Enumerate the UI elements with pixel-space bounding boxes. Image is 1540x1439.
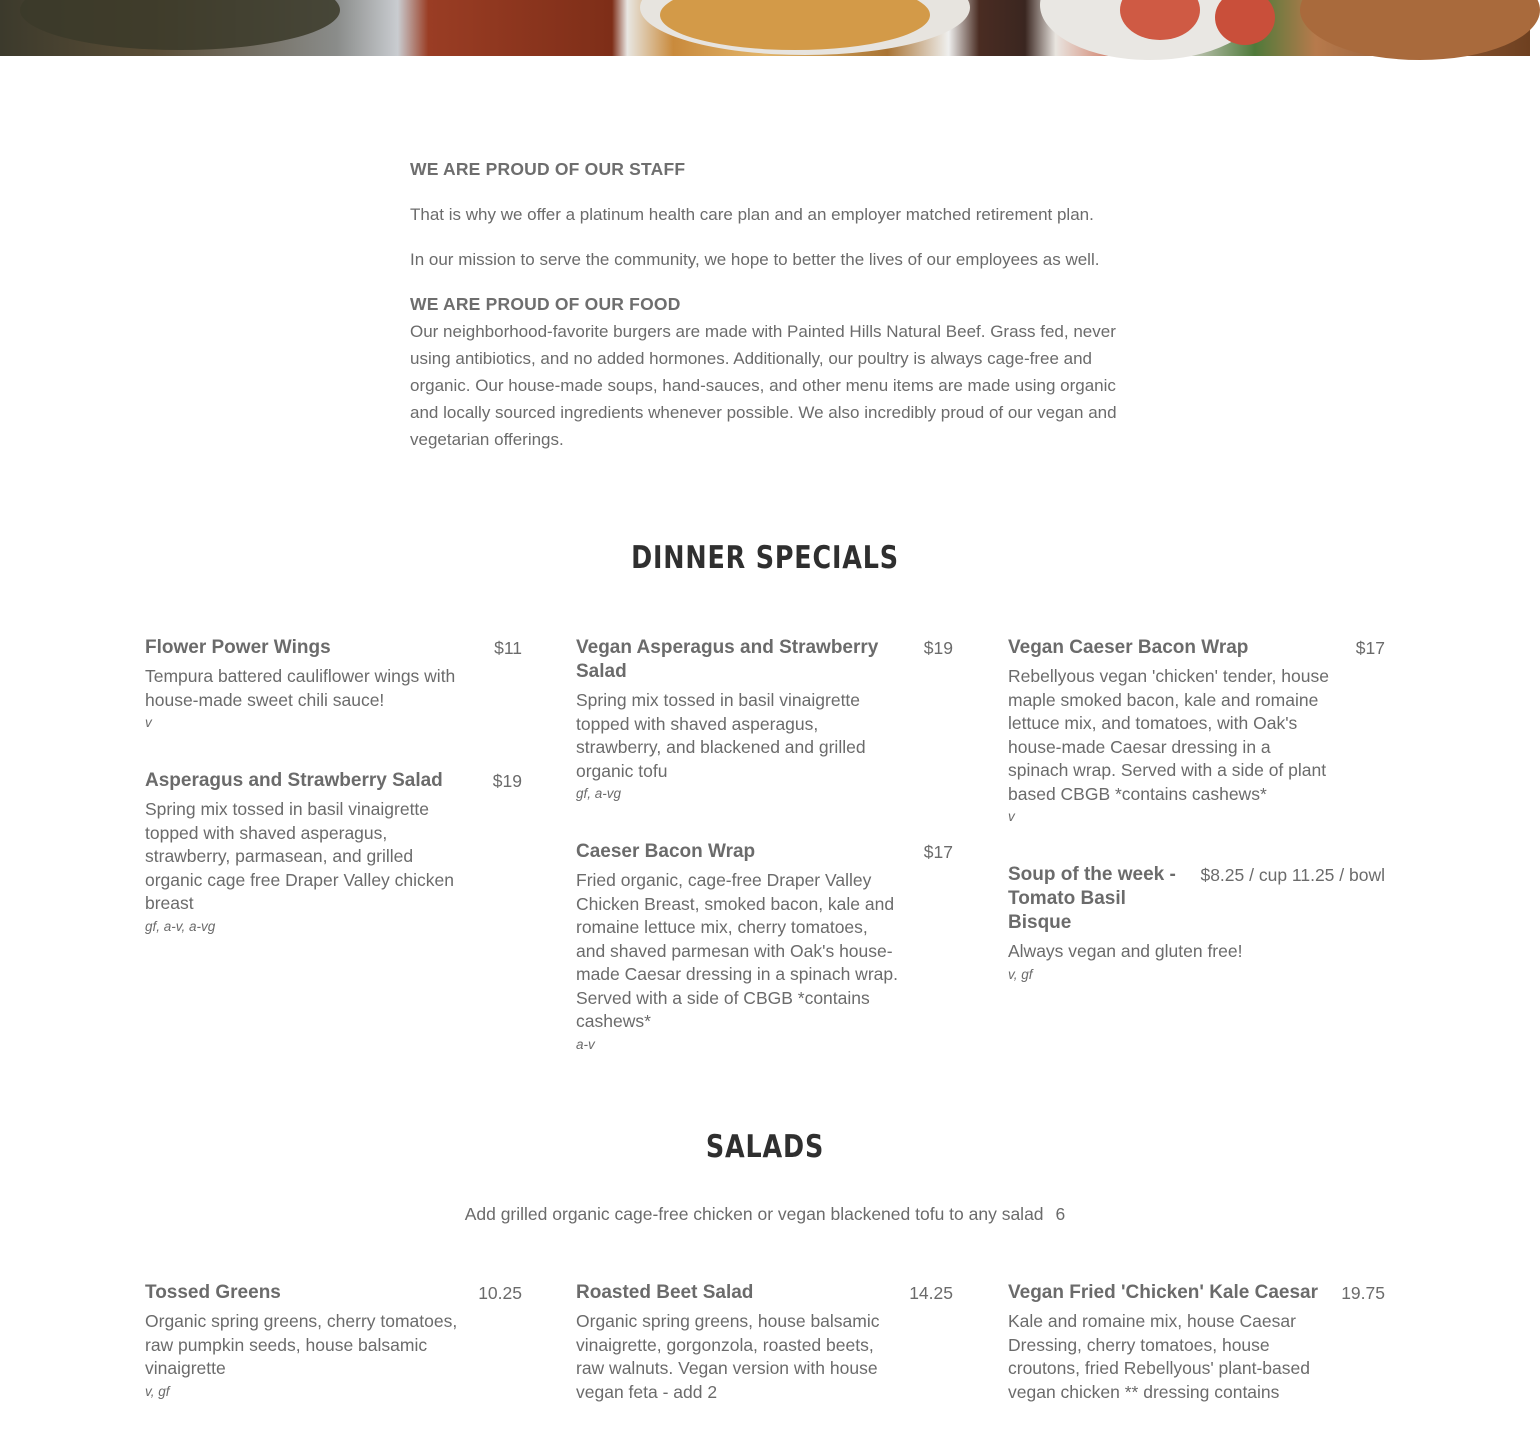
- item-name: Vegan Asperagus and Strawberry Salad: [576, 637, 879, 682]
- addon-text: Add grilled organic cage-free chicken or vegan blackened tofu to any salad: [464, 1204, 1044, 1224]
- salads-title: SALADS: [705, 1129, 825, 1165]
- item-diet-tags: v: [145, 715, 152, 730]
- item-description: Spring mix tossed in basil vinaigrette topped with shaved asperagus, strawberry, parmasean, and grilled organic cage free Draper Valley chicken breast: [145, 799, 455, 913]
- item-name: Asperagus and Strawberry Salad: [145, 770, 443, 791]
- item-description: Rebellyous vegan 'chicken' tender, house maple smoked bacon, kale and romaine lettuce mix, and tomatoes, with Oak's house-made Caesar dressing in a spinach wrap. Served with a side of plant based CBGB *contains cashews*: [1008, 666, 1329, 804]
- item-name: Flower Power Wings: [145, 637, 331, 658]
- item-price: $17: [1355, 638, 1385, 658]
- item-price: $8.25 / cup 11.25 / bowl: [1200, 865, 1385, 885]
- menu-item: [145, 636, 522, 734]
- item-diet-tags: v: [1008, 809, 1015, 824]
- about-section: [410, 156, 1122, 471]
- item-price: 14.25: [909, 1283, 953, 1303]
- item-description: Tempura battered cauliflower wings with house-made sweet chili sauce!: [145, 666, 456, 710]
- menu-item: [1008, 636, 1385, 828]
- addon-price: 6: [1055, 1204, 1066, 1224]
- item-description: Always vegan and gluten free!: [1008, 941, 1243, 961]
- dinner-specials-column-2: [576, 636, 953, 1091]
- item-name: Vegan Caeser Bacon Wrap: [1008, 637, 1249, 658]
- item-description: Spring mix tossed in basil vinaigrette topped with shaved asperagus, strawberry, and blackened and grilled organic tofu: [576, 690, 866, 781]
- item-diet-tags: gf, a-vg: [576, 786, 622, 801]
- menu-item: [576, 1281, 953, 1404]
- food-heading: WE ARE PROUD OF OUR FOOD: [410, 294, 681, 314]
- item-price: $11: [494, 638, 522, 658]
- item-name: Tossed Greens: [145, 1282, 281, 1303]
- food-paragraph: Our neighborhood-favorite burgers are made with Painted Hills Natural Beef. Grass fed, never using antibiotics, and no added hormones. Additionally, our poultry is always cage-free and organic. Our house-made soups, hand-sauces, and other menu items are made using organic and locally sourced ingredients whenever possible. We also incredibly proud of our vegan and vegetarian offerings.: [410, 322, 1117, 449]
- item-diet-tags: a-v: [576, 1036, 595, 1052]
- item-description: Organic spring greens, house balsamic vinaigrette, gorgonzola, roasted beets, raw walnuts. Vegan version with house vegan feta - add 2: [576, 1311, 880, 1402]
- item-name: Soup of the week - Tomato Basil Bisque: [1008, 864, 1176, 933]
- salad-addon-note: [0, 1204, 1530, 1225]
- salads-column-2: [576, 1281, 953, 1439]
- menu-item: [576, 840, 953, 1056]
- item-diet-tags: v, gf: [145, 1383, 170, 1399]
- item-name: Vegan Fried 'Chicken' Kale Caesar: [1008, 1282, 1319, 1303]
- item-name: Roasted Beet Salad: [576, 1282, 754, 1303]
- hero-food-photo: [0, 0, 1530, 56]
- menu-item: [1008, 863, 1385, 986]
- item-name: Caeser Bacon Wrap: [576, 841, 756, 862]
- item-description: Organic spring greens, cherry tomatoes, raw pumpkin seeds, house balsamic vinaigrette: [145, 1311, 458, 1378]
- item-price: 10.25: [478, 1283, 522, 1303]
- item-description: Fried organic, cage-free Draper Valley Chicken Breast, smoked bacon, kale and romaine lettuce mix, cherry tomatoes, and shaved parmesan with Oak's house-made Caesar dressing in a spinach wrap. Served with a side of CBGB *contains cashews*: [576, 870, 898, 1031]
- item-diet-tags: gf, a-v, a-vg: [145, 918, 216, 934]
- staff-heading: WE ARE PROUD OF OUR STAFF: [410, 159, 686, 179]
- salads-column-1: [145, 1281, 522, 1438]
- staff-paragraph-1: That is why we offer a platinum health care plan and an employer matched retirement plan.: [410, 205, 1094, 224]
- dinner-specials-column-1: [145, 636, 522, 973]
- menu-item: [1008, 1281, 1385, 1404]
- item-description: Kale and romaine mix, house Caesar Dressing, cherry tomatoes, house croutons, fried Rebellyous' plant-based vegan chicken ** dressing contains: [1008, 1311, 1310, 1402]
- item-price: $19: [923, 638, 953, 658]
- item-price: 19.75: [1341, 1283, 1385, 1303]
- item-diet-tags: v, gf: [1008, 966, 1033, 982]
- item-price: $19: [492, 771, 522, 791]
- menu-item: [576, 636, 953, 805]
- dinner-specials-column-3: [1008, 636, 1385, 1021]
- item-price: $17: [923, 842, 953, 862]
- staff-paragraph-2: In our mission to serve the community, we hope to better the lives of our employees as well.: [410, 250, 1100, 269]
- dinner-specials-title: DINNER SPECIALS: [631, 540, 899, 576]
- menu-item: [145, 769, 522, 938]
- salads-column-3: [1008, 1281, 1385, 1439]
- menu-item: [145, 1281, 522, 1403]
